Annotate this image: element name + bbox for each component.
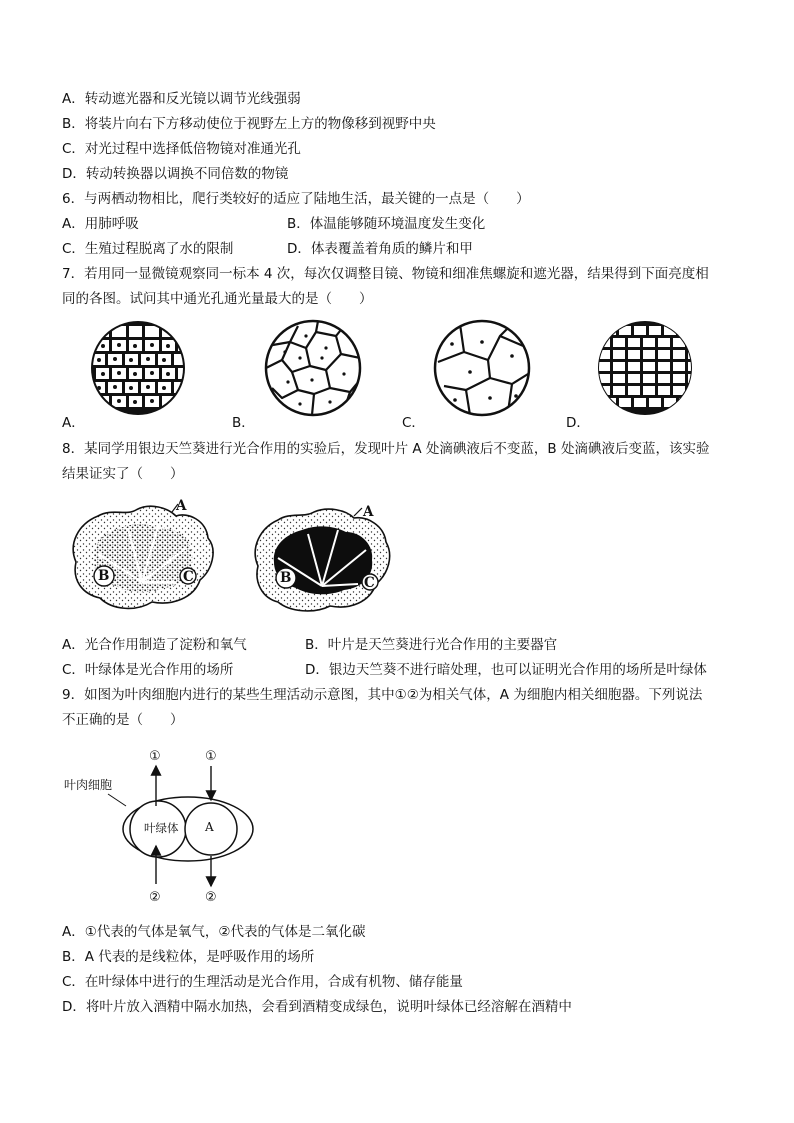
q5-option-a: A．转动遮光器和反光镜以调节光线强弱 xyxy=(62,91,301,107)
cell-label-leader xyxy=(108,794,126,806)
q6-option-a: A．用肺呼吸 xyxy=(62,216,139,232)
field-b-image xyxy=(266,321,360,415)
q9-stem-line2: 不正确的是（ ） xyxy=(62,712,184,728)
leaf-2-label-c: C xyxy=(364,575,375,591)
leaf-1-label-a: A xyxy=(176,498,187,514)
gas1-label-right: ① xyxy=(205,749,217,764)
q8-option-a: A．光合作用制造了淀粉和氧气 xyxy=(62,637,247,653)
leaf-1-label-c: C xyxy=(183,569,194,585)
q5-option-c: C．对光过程中选择低倍物镜对准通光孔 xyxy=(62,141,301,157)
q9-option-d: D．将叶片放入酒精中隔水加热，会看到酒精变成绿色，说明叶绿体已经溶解在酒精中 xyxy=(62,999,572,1015)
q8-option-d: D．银边天竺葵不进行暗处理，也可以证明光合作用的场所是叶绿体 xyxy=(305,662,707,678)
leaf-1-label-b: B xyxy=(98,568,110,584)
q7-stem-line2: 同的各图。试问其中通光孔通光量最大的是（ ） xyxy=(62,291,373,307)
q9-option-c: C．在叶绿体中进行的生理活动是光合作用，合成有机物、储存能量 xyxy=(62,974,463,990)
gas2-label-left: ② xyxy=(149,890,161,905)
field-d-label: D． xyxy=(566,415,590,431)
q5-option-d: D．转动转换器以调换不同倍数的物镜 xyxy=(62,166,289,182)
chloroplast-label: 叶绿体 xyxy=(144,821,179,835)
field-c-image xyxy=(435,321,529,415)
cell-label: 叶肉细胞 xyxy=(64,778,113,792)
q6-option-c: C．生殖过程脱离了水的限制 xyxy=(62,241,234,257)
q6-option-d: D．体表覆盖着角质的鳞片和甲 xyxy=(287,241,473,257)
microscope-fields-figure xyxy=(60,318,740,433)
gas2-label-right: ② xyxy=(205,890,217,905)
field-d-image xyxy=(598,321,698,415)
q6-stem: 6．与两栖动物相比，爬行类较好的适应了陆地生活，最关键的一点是（ ） xyxy=(62,191,530,207)
field-b-label: B． xyxy=(232,415,255,431)
q9-stem-line1: 9．如图为叶肉细胞内进行的某些生理活动示意图，其中①②为相关气体，A 为细胞内相关细胞器。下列说法 xyxy=(62,687,703,703)
field-c-label: C． xyxy=(402,415,425,431)
leaf-figure xyxy=(64,494,404,624)
q9-option-a: A．①代表的气体是氧气，②代表的气体是二氧化碳 xyxy=(62,924,366,940)
q8-stem-line1: 8．某同学用银边天竺葵进行光合作用的实验后，发现叶片 A 处滴碘液后不变蓝，B 处滴碘液后变蓝，该实验 xyxy=(62,441,710,457)
field-a-image xyxy=(91,321,188,415)
field-a-label: A． xyxy=(62,415,85,431)
leaf-2-label-a: A xyxy=(363,504,374,520)
q6-option-b: B．体温能够随环境温度发生变化 xyxy=(287,216,486,232)
q8-stem-line2: 结果证实了（ ） xyxy=(62,466,184,482)
q8-option-b: B．叶片是天竺葵进行光合作用的主要器官 xyxy=(305,637,558,653)
q7-stem-line1: 7．若用同一显微镜观察同一标本 4 次，每次仅调整目镜、物镜和细准焦螺旋和遮光器，结果得到下面亮度相 xyxy=(62,266,709,282)
organelle-a-label: A xyxy=(205,820,214,834)
gas1-label-left: ① xyxy=(149,749,161,764)
q9-option-b: B．A 代表的是线粒体，是呼吸作用的场所 xyxy=(62,949,315,965)
leaf-1-image xyxy=(73,504,213,608)
leaf-2-label-b: B xyxy=(280,570,292,586)
q5-option-b: B．将装片向右下方移动使位于视野左上方的物像移到视野中央 xyxy=(62,116,436,132)
leaf-2-image xyxy=(255,508,389,611)
q8-option-c: C．叶绿体是光合作用的场所 xyxy=(62,662,234,678)
